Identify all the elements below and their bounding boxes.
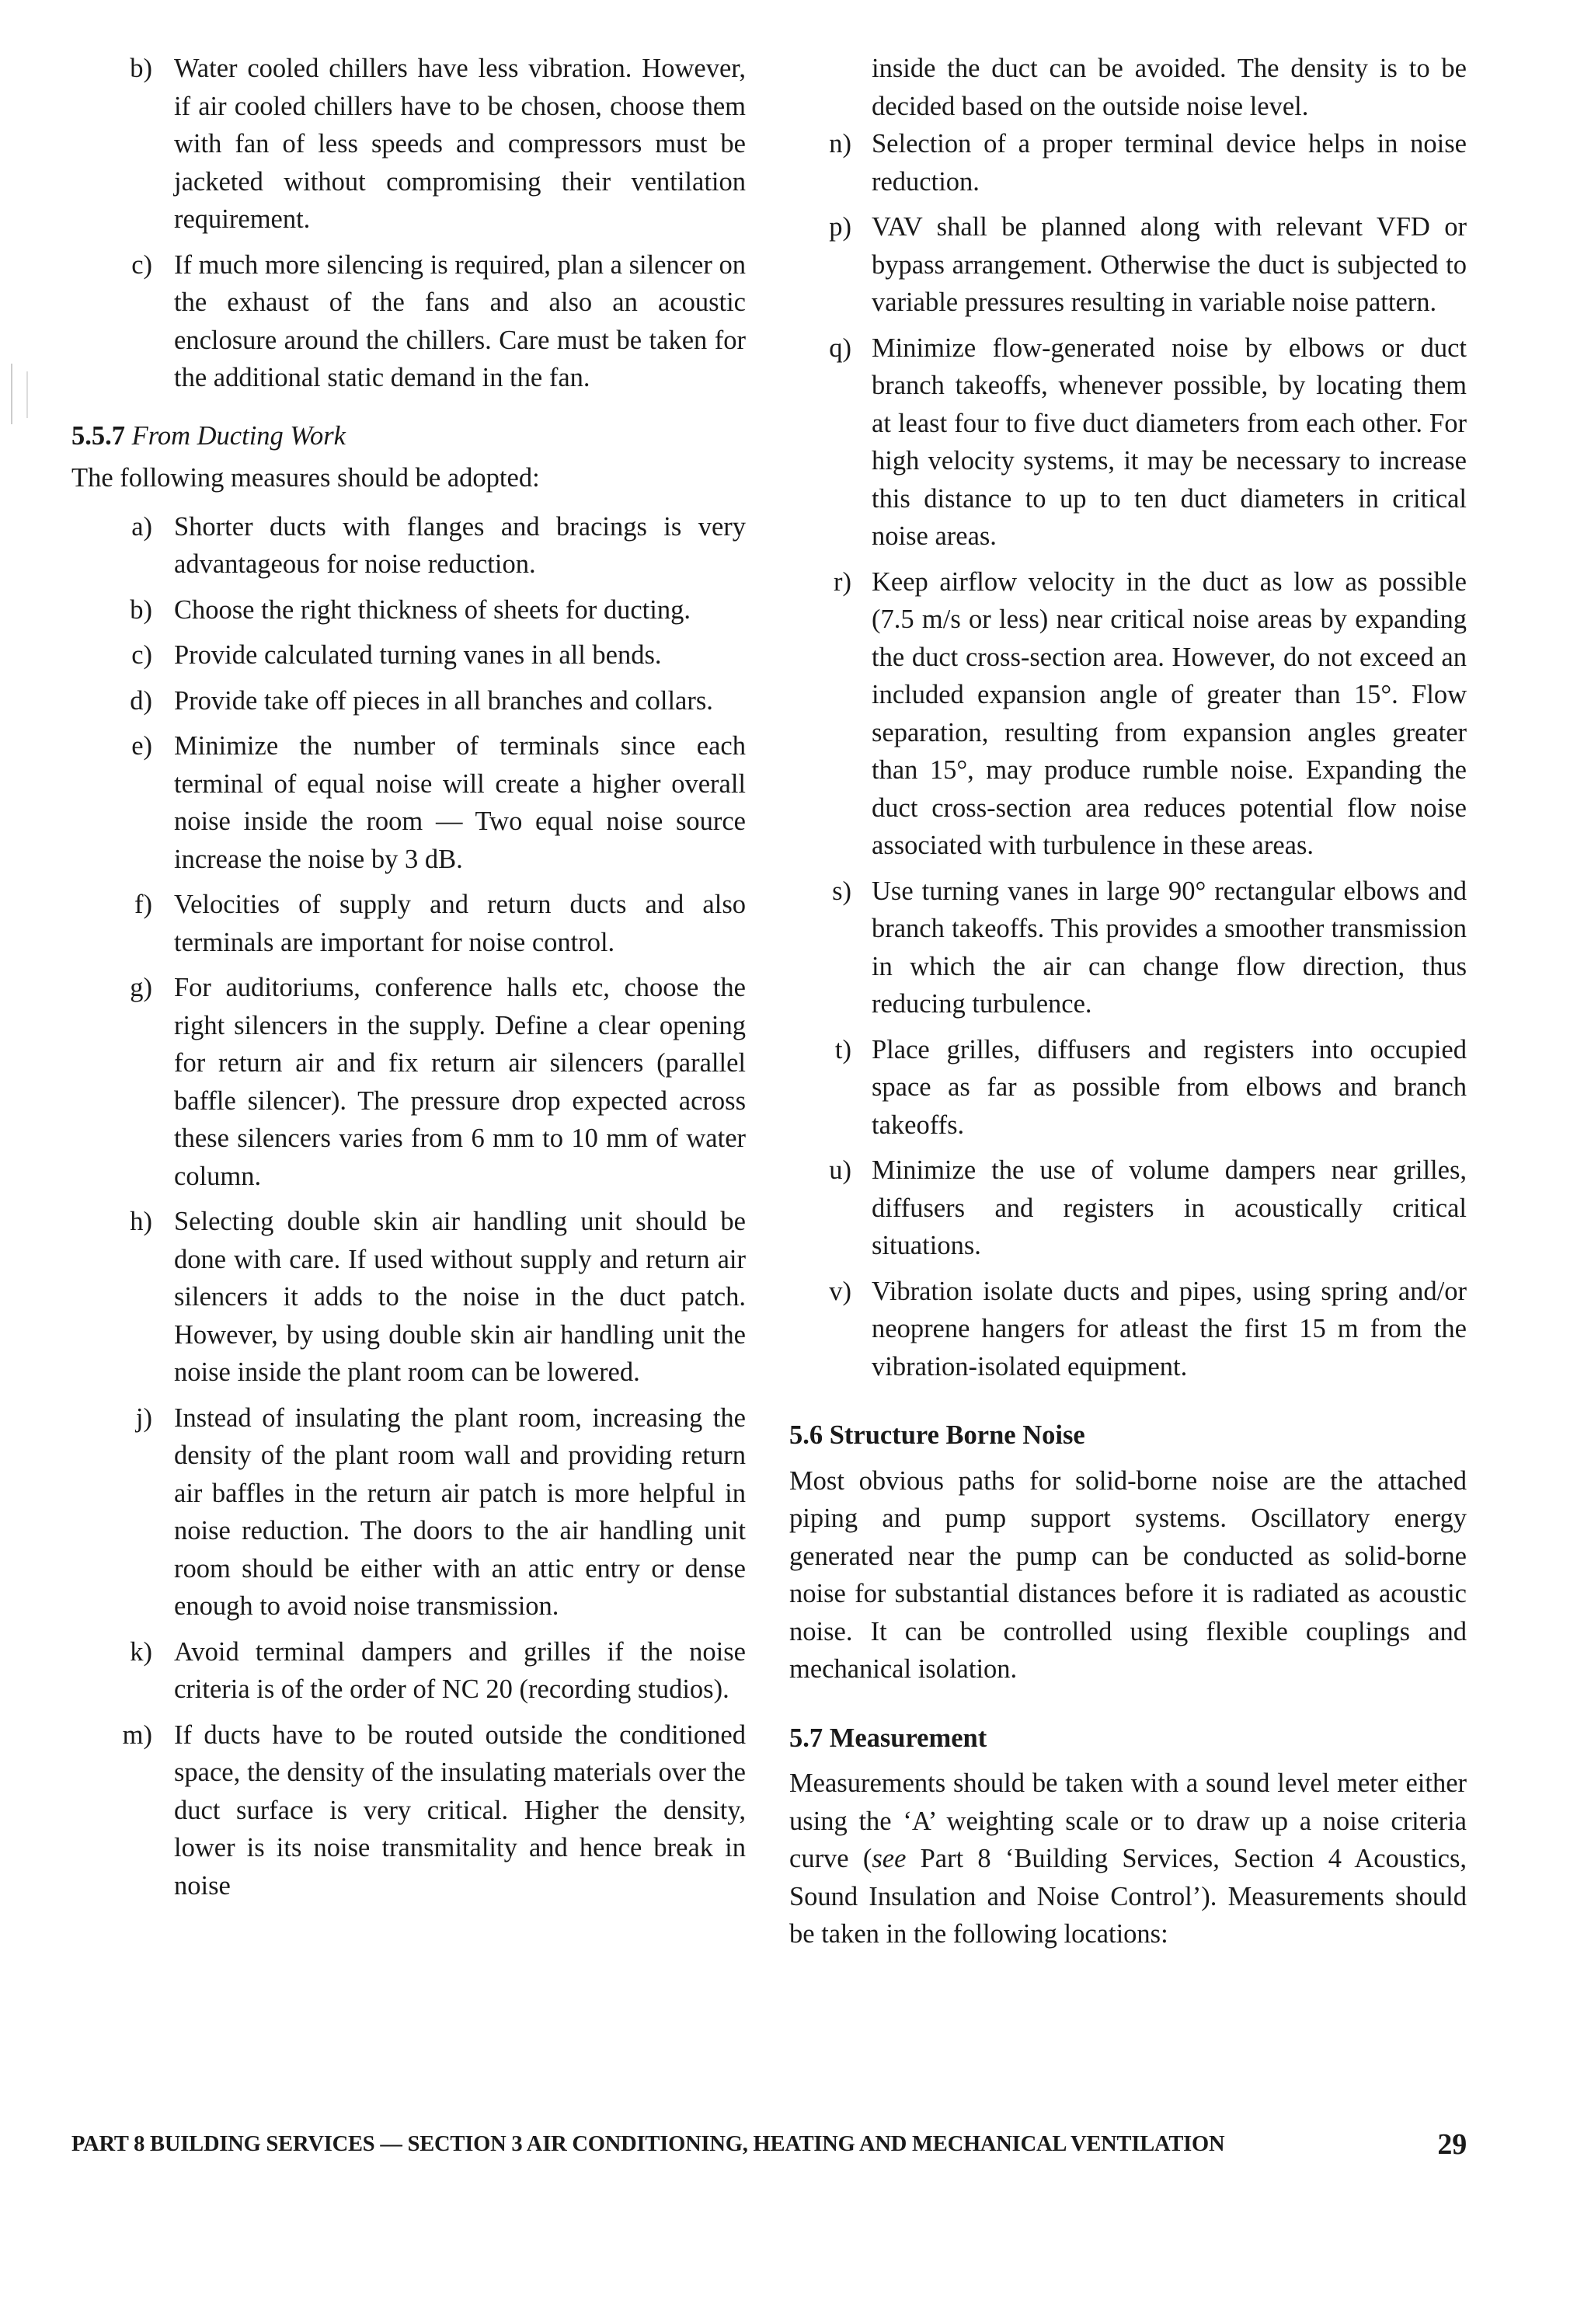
list-item-label: b)	[130, 54, 152, 83]
list-item-text: Instead of insulating the plant room, increasing the density of the plant room wall and providing return air baffles in the return air patch is more helpful in noise reduction. The doors to the air handling unit room should be either with an attic entry or dense enough to avoid noise transmission.	[174, 1402, 746, 1621]
page-number: 29	[1437, 2128, 1467, 2161]
list-item-label: c)	[131, 640, 152, 670]
list-item-label: d)	[130, 685, 152, 716]
list-item	[117, 886, 746, 961]
list-item-text: If ducts have to be routed outside the conditioned space, the density of the insulating materials over the duct surface is very critical. Higher the density, lower is its noise transmitality and hence break in noise	[174, 1719, 746, 1901]
list-item-text: Vibration isolate ducts and pipes, using spring and/or neoprene hangers for atleast the first 15 m from the vibration-isolated equipment.	[872, 1276, 1467, 1382]
subsection-title: From Ducting Work	[131, 420, 346, 451]
list-item-text: Velocities of supply and return ducts and also terminals are important for noise control.	[174, 890, 746, 957]
section-heading-measurement: 5.7 Measurement	[789, 1723, 987, 1753]
list-item-label: a)	[131, 511, 152, 542]
subsection-number: 5.5.7	[71, 420, 125, 451]
list-item-text: If much more silencing is required, plan a silencer on the exhaust of the fans and also an acoustic enclosure around the chillers. Care must be taken for the additional static demand in the fan.	[174, 249, 746, 392]
section-body-measurement	[789, 1765, 1467, 1953]
list-item-label: h)	[130, 1207, 152, 1236]
list-item-text: Shorter ducts with flanges and bracings is very advantageous for noise reduction.	[174, 511, 746, 579]
list-item	[117, 1203, 746, 1392]
list-item-label: t)	[834, 1034, 851, 1064]
section-heading-structure-borne-noise: 5.6 Structure Borne Noise	[789, 1420, 1085, 1450]
list-item-text: Minimize the use of volume dampers near grilles, diffusers and registers in acoustically critical situations.	[872, 1155, 1467, 1260]
list-item	[813, 125, 1467, 200]
list-item-label: q)	[829, 333, 851, 363]
measurement-text-part1: Measurements should be taken with a sound level meter either using the ‘A’ weighting scale or to draw up a noise criteria curve (	[789, 1768, 1467, 1873]
list-item-text: VAV shall be planned along with relevant VFD or bypass arrangement. Otherwise the duct is subjected to variable pressures resulting in variable noise pattern.	[872, 212, 1467, 317]
footer-running-title: PART 8 BUILDING SERVICES — SECTION 3 AIR CONDITIONING, HEATING AND MECHANICAL VENTILATION	[71, 2132, 1225, 2156]
list-item-label: u)	[829, 1155, 851, 1185]
subsection-heading	[71, 417, 746, 455]
list-item-text: Keep airflow velocity in the duct as low as possible (7.5 m/s or less) near critical noise areas by expanding the duct cross-section area. However, do not exceed an included expansion angle of greater than 15°. Flow separation, resulting from expansion angles greater than 15°, may produce rumble noise. Expanding the duct cross-section area reduces potential flow noise associated with turbulence in these areas.	[872, 566, 1467, 860]
list-item-text: Provide take off pieces in all branches and collars.	[174, 685, 713, 716]
list-item-continuation: inside the duct can be avoided. The density is to be decided based on the outside noise level.	[872, 54, 1467, 121]
list-item-label: m)	[122, 1719, 152, 1750]
list-item-label: s)	[832, 876, 851, 906]
subsection-intro: The following measures should be adopted:	[71, 463, 540, 493]
scan-margin-mark	[11, 364, 12, 424]
list-item-label: e)	[131, 731, 152, 761]
list-item-text: Selection of a proper terminal device helps in noise reduction.	[872, 129, 1467, 197]
list-item	[813, 873, 1467, 1023]
list-item-label: v)	[829, 1276, 851, 1306]
list-item-text: Minimize the number of terminals since each terminal of equal noise will create a higher overall noise inside the room — Two equal noise source increase the noise by 3 dB.	[174, 731, 746, 874]
list-item-label: g)	[130, 973, 152, 1002]
list-item	[117, 636, 746, 674]
list-item-text: Provide calculated turning vanes in all bends.	[174, 640, 662, 670]
list-item-label: c)	[131, 249, 152, 280]
section-body-structure-borne-noise: Most obvious paths for solid-borne noise are the attached piping and pump support systems. Oscillatory energy generated near the pump can be conducted as solid-borne noise for substantial distances before it is radiated as acoustic noise. It can be controlled using flexible couplings and mechanical isolation.	[789, 1465, 1467, 1684]
list-item-text: Water cooled chillers have less vibration. However, if air cooled chillers have to be chosen, choose them with fan of less speeds and compressors must be jacketed without compromising their ventilation requirement.	[174, 54, 746, 234]
list-item	[813, 563, 1467, 865]
list-item	[117, 1716, 746, 1905]
right-column	[789, 50, 1467, 1953]
scan-margin-mark	[26, 371, 28, 418]
list-item-label: f)	[134, 890, 152, 919]
list-item-label: n)	[829, 129, 851, 159]
list-item	[117, 682, 746, 720]
list-item	[813, 208, 1467, 322]
list-item-text: Use turning vanes in large 90° rectangular elbows and branch takeoffs. This provides a smoother transmission in which the air can change flow direction, thus reducing turbulence.	[872, 876, 1467, 1019]
list-item-label: r)	[834, 566, 851, 597]
list-item	[813, 1031, 1467, 1145]
list-item-label: j)	[135, 1402, 152, 1433]
list-item	[117, 1399, 746, 1625]
list-item-text: Place grilles, diffusers and registers into occupied space as far as possible from elbows and branch takeoffs.	[872, 1034, 1467, 1140]
list-item	[117, 246, 746, 397]
list-item-text: Choose the right thickness of sheets for ducting.	[174, 594, 691, 625]
list-item-label: p)	[829, 212, 851, 242]
list-item	[813, 1273, 1467, 1386]
list-item	[117, 969, 746, 1195]
list-item-label: b)	[130, 594, 152, 625]
list-item-text: Avoid terminal dampers and grilles if the noise criteria is of the order of NC 20 (recording studios).	[174, 1636, 746, 1704]
list-item-text: Selecting double skin air handling unit should be done with care. If used without supply and return air silencers it adds to the noise in the duct patch. However, by using double skin air handling unit the noise inside the plant room can be lowered.	[174, 1207, 746, 1387]
left-column	[71, 50, 746, 1904]
measurement-text-see: see	[872, 1844, 907, 1873]
list-item	[117, 727, 746, 878]
list-item-text: For auditoriums, conference halls etc, choose the right silencers in the supply. Define a clear opening for return air and fix return air silencers (parallel baffle silencer). The pressure drop expected across these silencers varies from 6 mm to 10 mm of water column.	[174, 973, 746, 1191]
list-item	[813, 329, 1467, 556]
list-item	[117, 1633, 746, 1709]
measurement-text-part2: Part 8 ‘Building Services, Section 4 Acoustics, Sound Insulation and Noise Control’). Measurements should be taken in the following locations:	[789, 1844, 1467, 1949]
list-item	[117, 591, 746, 629]
list-item	[813, 1152, 1467, 1265]
list-item	[117, 508, 746, 584]
list-item-label: k)	[130, 1636, 152, 1667]
list-item	[117, 50, 746, 239]
list-item-text: Minimize flow-generated noise by elbows or duct branch takeoffs, whenever possible, by locating them at least four to five duct diameters from each other. For high velocity systems, it may be necessary to increase this distance to up to ten duct diameters in critical noise areas.	[872, 333, 1467, 551]
